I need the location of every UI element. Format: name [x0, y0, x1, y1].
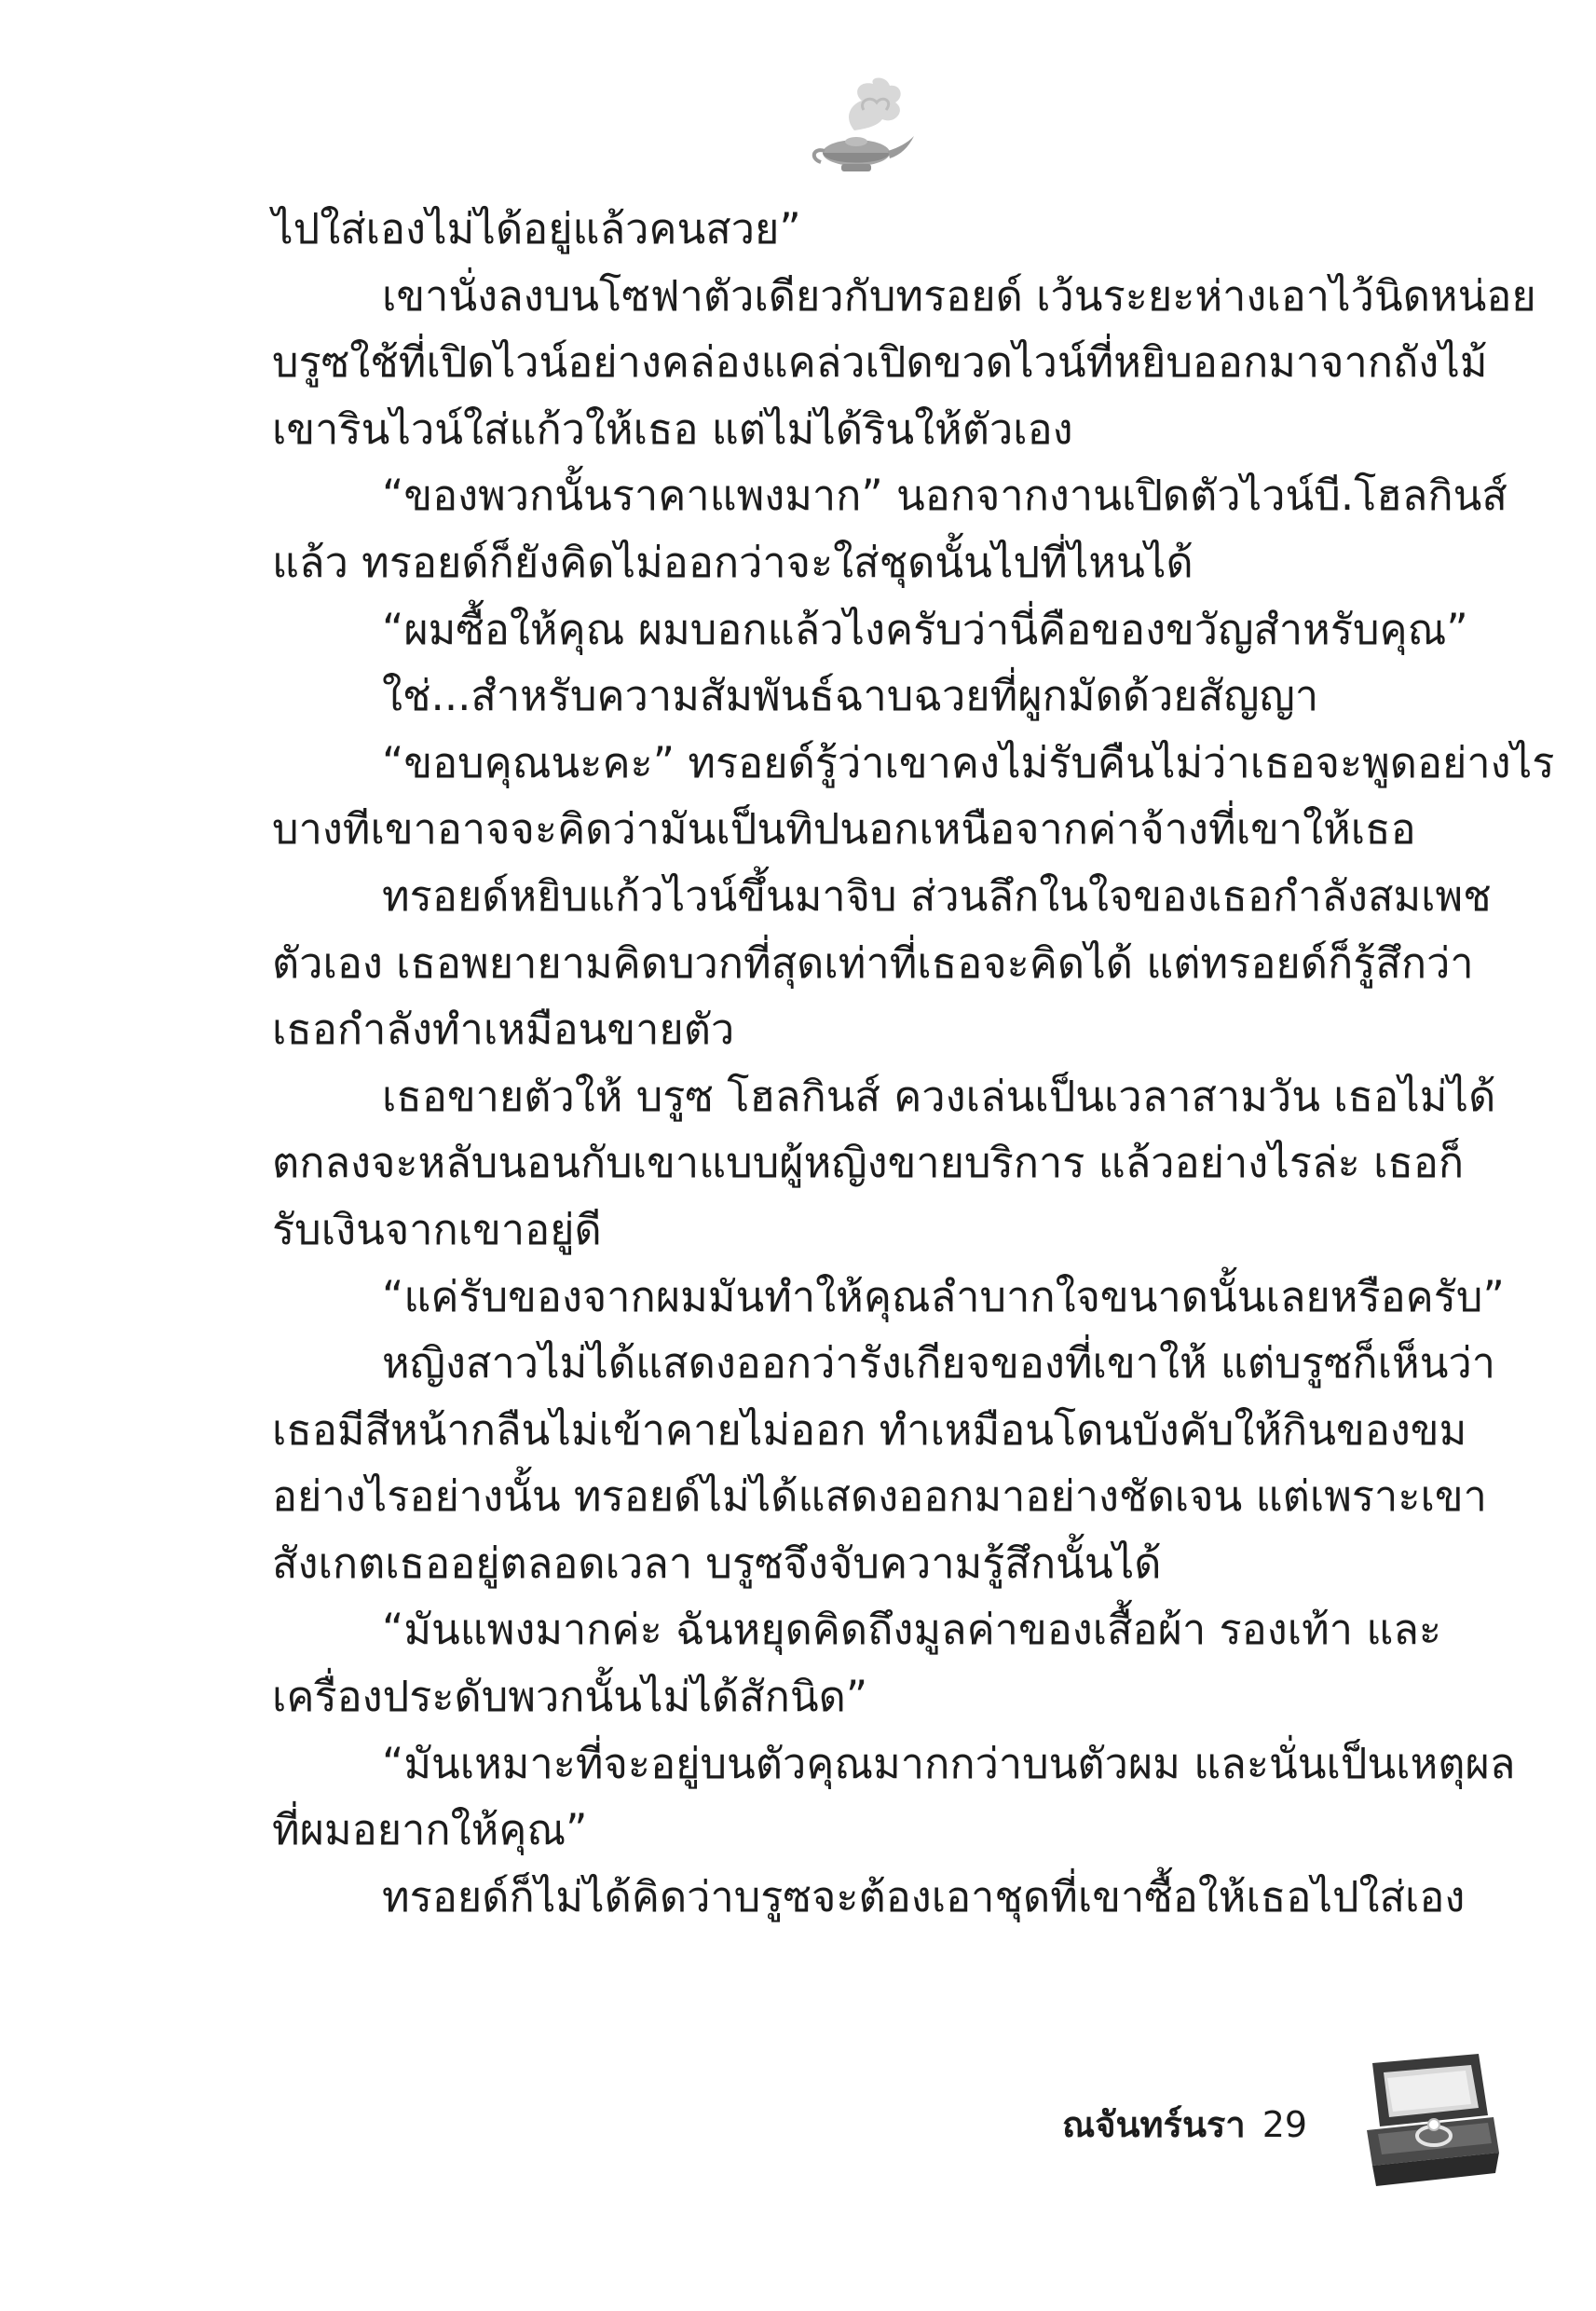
text-line: ตกลงจะหลับนอนกับเขาแบบผู้หญิงขายบริการ แล้วอย่างไรล่ะ เธอก็: [272, 1138, 1465, 1188]
text-line: รับเงินจากเขาอยู่ดี: [272, 1204, 602, 1254]
text-line: เครื่องประดับพวกนั้นไม่ได้สักนิด”: [272, 1672, 868, 1722]
text-line: แล้ว ทรอยด์ก็ยังคิดไม่ออกว่าจะใส่ชุดนั้นไปที่ไหนได้: [272, 537, 1194, 587]
text-line: ใช่...สำหรับความสัมพันธ์ฉาบฉวยที่ผูกมัดด้วยสัญญา: [382, 671, 1319, 721]
text-line: “มันแพงมากค่ะ ฉันหยุดคิดถึงมูลค่าของเสื้อผ้า รองเท้า และ: [382, 1605, 1442, 1655]
text-line: “มันเหมาะที่จะอยู่บนตัวคุณมากกว่าบนตัวผม และนั่นเป็นเหตุผล: [382, 1738, 1516, 1788]
author-name: ณจันทร์นรา: [1062, 2104, 1246, 2145]
text-line: บางทีเขาอาจจะคิดว่ามันเป็นทิปนอกเหนือจากค่าจ้างที่เขาให้เธอ: [272, 804, 1416, 855]
text-line: “ของพวกนั้นราคาแพงมาก” นอกจากงานเปิดตัวไวน์บี.โฮลกินส์: [382, 471, 1507, 521]
text-line: เธอกำลังทำเหมือนขายตัว: [272, 1005, 735, 1055]
text-line: ที่ผมอยากให้คุณ”: [272, 1805, 588, 1855]
body-text: [272, 196, 1555, 1930]
text-line: เขานั่งลงบนโซฟาตัวเดียวกับทรอยด์ เว้นระยะห่างเอาไว้นิดหน่อย: [382, 270, 1536, 321]
text-line: บรูซใช้ที่เปิดไวน์อย่างคล่องแคล่วเปิดขวดไวน์ที่หยิบออกมาจากถังไม้: [272, 337, 1488, 388]
text-line: หญิงสาวไม่ได้แสดงออกว่ารังเกียจของที่เขาให้ แต่บรูซก็เห็นว่า: [382, 1338, 1496, 1388]
genie-lamp-icon: [797, 73, 918, 185]
page-footer: [1062, 2101, 1307, 2148]
text-line: เธอขายตัวให้ บรูซ โฮลกินส์ ควงเล่นเป็นเวลาสามวัน เธอไม่ได้: [382, 1071, 1496, 1121]
page-number: 29: [1262, 2104, 1308, 2145]
text-line: สังเกตเธออยู่ตลอดเวลา บรูซจึงจับความรู้สึกนั้นได้: [272, 1538, 1162, 1588]
text-line: เธอมีสีหน้ากลืนไม่เข้าคายไม่ออก ทำเหมือนโดนบังคับให้กินของขม: [272, 1404, 1467, 1455]
ring-box-icon: [1356, 2050, 1505, 2190]
text-line: “แค่รับของจากผมมันทำให้คุณลำบากใจขนาดนั้นเลยหรือครับ”: [382, 1271, 1505, 1321]
text-line: อย่างไรอย่างนั้น ทรอยด์ไม่ได้แสดงออกมาอย่างชัดเจน แต่เพราะเขา: [272, 1471, 1487, 1522]
text-line: ทรอยด์ก็ไม่ได้คิดว่าบรูซจะต้องเอาชุดที่เขาซื้อให้เธอไปใส่เอง: [382, 1871, 1466, 1921]
text-line: “ผมซื้อให้คุณ ผมบอกแล้วไงครับว่านี่คือของขวัญสำหรับคุณ”: [382, 604, 1468, 654]
text-line: เขารินไวน์ใส่แก้วให้เธอ แต่ไม่ได้รินให้ตัวเอง: [272, 403, 1073, 454]
text-line: ตัวเอง เธอพยายามคิดบวกที่สุดเท่าที่เธอจะคิดได้ แต่ทรอยด์ก็รู้สึกว่า: [272, 937, 1474, 988]
text-line: “ขอบคุณนะคะ” ทรอยด์รู้ว่าเขาคงไม่รับคืนไม่ว่าเธอจะพูดอย่างไร: [382, 737, 1555, 787]
text-line: ทรอยด์หยิบแก้วไวน์ขึ้นมาจิบ ส่วนลึกในใจของเธอกำลังสมเพช: [382, 870, 1492, 921]
text-line: ไปใส่เองไม่ได้อยู่แล้วคนสวย”: [272, 204, 801, 253]
